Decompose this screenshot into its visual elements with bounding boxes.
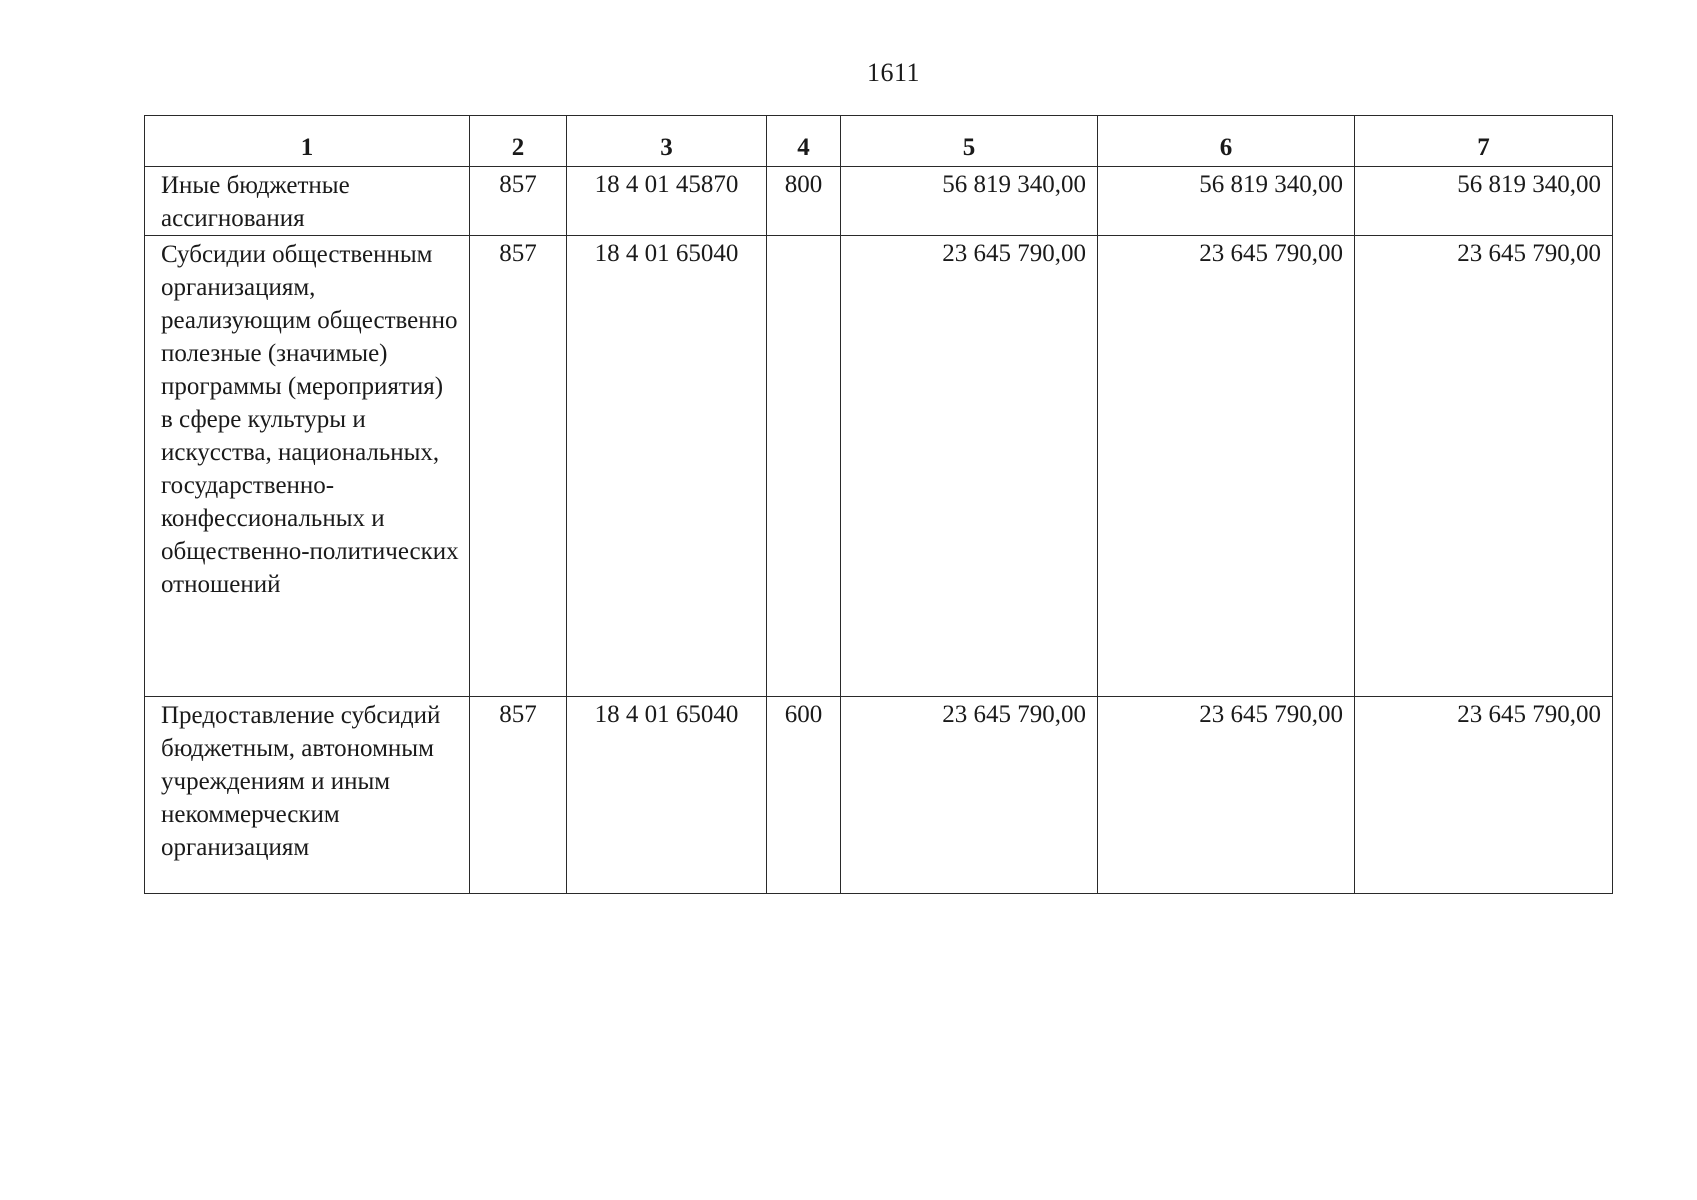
header-col-3: 3 <box>567 116 767 167</box>
row-target-article: 18 4 01 65040 <box>567 697 767 894</box>
row-name: Предоставление субсидий бюджетным, автономным учреждениям и иным некоммерческим организациям <box>145 697 470 894</box>
table-row <box>145 236 1613 697</box>
row-amount-col-5: 23 645 790,00 <box>841 236 1098 697</box>
row-name: Иные бюджетные ассигнования <box>145 167 470 236</box>
row-amount-col-6: 23 645 790,00 <box>1098 236 1355 697</box>
header-col-7: 7 <box>1355 116 1613 167</box>
header-col-5: 5 <box>841 116 1098 167</box>
row-code: 857 <box>470 167 567 236</box>
row-target-article: 18 4 01 65040 <box>567 236 767 697</box>
row-amount-col-6: 23 645 790,00 <box>1098 697 1355 894</box>
table-body <box>145 167 1613 894</box>
page-number: 1611 <box>866 58 921 87</box>
header-col-1: 1 <box>145 116 470 167</box>
row-amount-col-5: 23 645 790,00 <box>841 697 1098 894</box>
header-row <box>145 116 1613 167</box>
row-amount-col-7: 56 819 340,00 <box>1355 167 1613 236</box>
row-amount-col-5: 56 819 340,00 <box>841 167 1098 236</box>
table-header <box>145 116 1613 167</box>
row-name: Субсидии общественным организациям, реализующим общественно полезные (значимые) программы (мероприятия) в сфере культуры и искусства, национальных, государственно-конфессиональных и общественно-политических отношений <box>145 236 470 697</box>
table-row <box>145 697 1613 894</box>
header-col-4: 4 <box>767 116 841 167</box>
row-amount-col-6: 56 819 340,00 <box>1098 167 1355 236</box>
row-expense-type <box>767 236 841 697</box>
row-code: 857 <box>470 236 567 697</box>
row-amount-col-7: 23 645 790,00 <box>1355 236 1613 697</box>
header-col-2: 2 <box>470 116 567 167</box>
row-code: 857 <box>470 697 567 894</box>
header-col-6: 6 <box>1098 116 1355 167</box>
budget-table <box>144 115 1613 894</box>
row-target-article: 18 4 01 45870 <box>567 167 767 236</box>
row-expense-type: 800 <box>767 167 841 236</box>
row-expense-type: 600 <box>767 697 841 894</box>
table-row <box>145 167 1613 236</box>
row-amount-col-7: 23 645 790,00 <box>1355 697 1613 894</box>
